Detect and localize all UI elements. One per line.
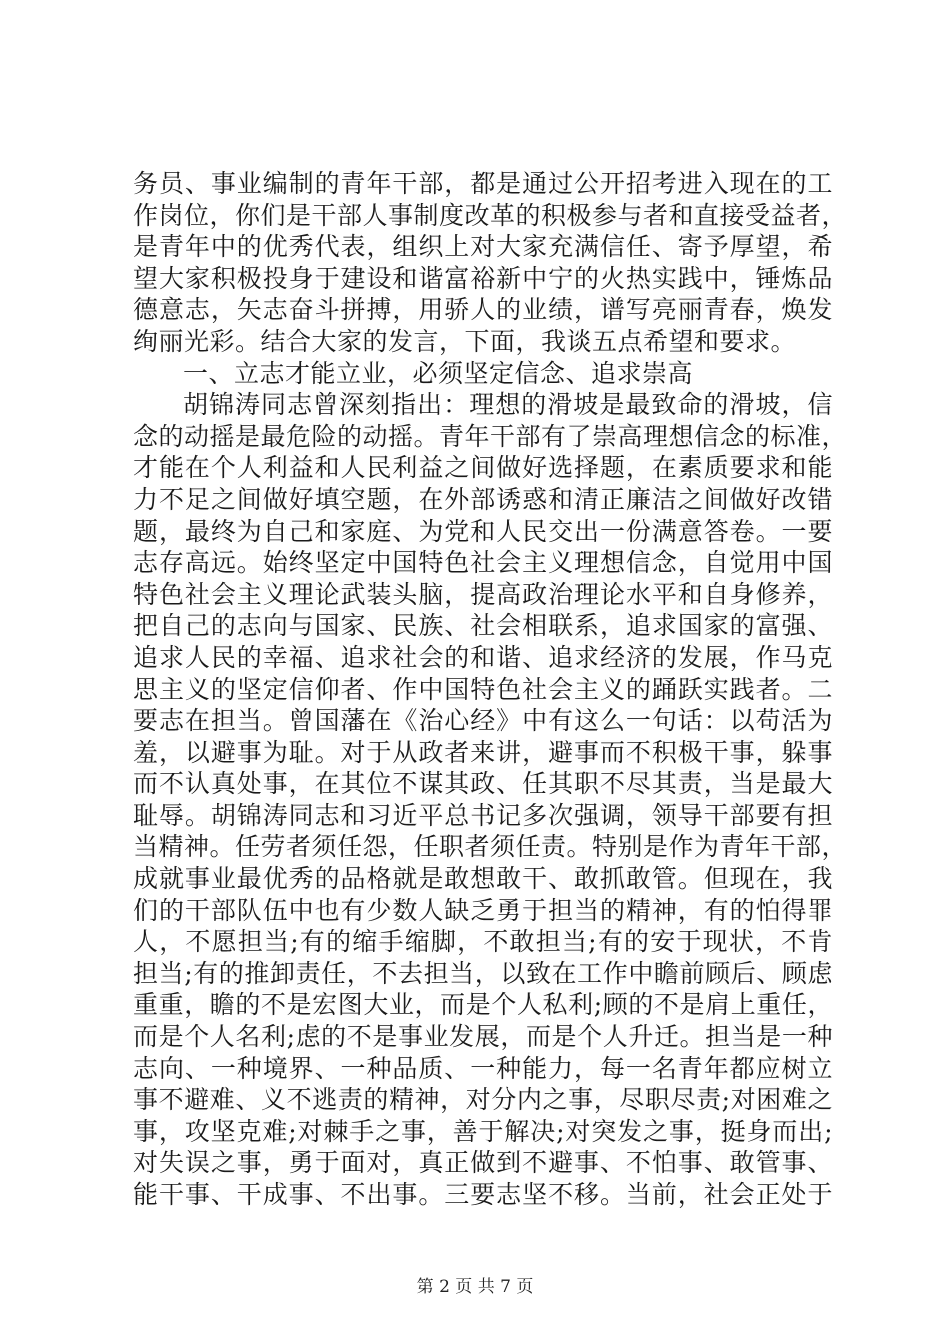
text-line: 务员、事业编制的青年干部，都是通过公开招考进入现在的工 <box>133 169 833 198</box>
text-line: 作岗位，你们是干部人事制度改革的积极参与者和直接受益者， <box>133 200 848 230</box>
text-line: 耻辱。胡锦涛同志和习近平总书记多次强调，领导干部要有担 <box>133 800 833 830</box>
text-line: 们的干部队伍中也有少数人缺乏勇于担当的精神，有的怕得罪 <box>133 895 833 925</box>
text-line: 德意志，矢志奋斗拼搏，用骄人的业绩，谱写亮丽青春，焕发 <box>133 295 833 325</box>
text-line: 是青年中的优秀代表，组织上对大家充满信任、寄予厚望，希 <box>133 232 833 262</box>
page-number-footer: 第 2 页 共 7 页 <box>416 1277 534 1297</box>
text-line: 而是个人名利;虑的不是事业发展，而是个人升迁。担当是一种 <box>133 1022 833 1052</box>
text-line: 才能在个人利益和人民利益之间做好选择题，在素质要求和能 <box>133 453 833 483</box>
text-line: 把自己的志向与国家、民族、社会相联系，追求国家的富强、 <box>133 611 833 641</box>
text-line: 志存高远。始终坚定中国特色社会主义理想信念，自觉用中国 <box>133 548 833 578</box>
text-line: 成就事业最优秀的品格就是敢想敢干、敢抓敢管。但现在，我 <box>133 864 833 894</box>
text-line: 当精神。任劳者须任怨，任职者须任责。特别是作为青年干部， <box>133 832 848 862</box>
text-line: 特色社会主义理论武装头脑，提高政治理论水平和自身修养， <box>133 579 833 609</box>
text-line: 人，不愿担当;有的缩手缩脚，不敢担当;有的安于现状，不肯 <box>133 927 833 957</box>
text-line: 而不认真处事，在其位不谋其政、任其职不尽其责，当是最大 <box>133 769 833 799</box>
text-line: 志向、一种境界、一种品质、一种能力，每一名青年都应树立 <box>133 1053 833 1083</box>
text-line: 要志在担当。曾国藩在《治心经》中有这么一句话：以苟活为 <box>133 706 833 736</box>
text-line: 念的动摇是最危险的动摇。青年干部有了崇高理想信念的标准， <box>133 421 848 451</box>
text-line: 绚丽光彩。结合大家的发言，下面，我谈五点希望和要求。 <box>133 326 797 356</box>
text-line: 力不足之间做好填空题，在外部诱惑和清正廉洁之间做好改错 <box>133 484 833 514</box>
text-line: 羞，以避事为耻。对于从政者来讲，避事而不积极干事，躲事 <box>133 737 833 767</box>
section-heading: 一、立志才能立业，必须坚定信念、追求崇高 <box>183 358 694 388</box>
text-line: 能干事、干成事、不出事。三要志坚不移。当前，社会正处于 <box>133 1180 833 1209</box>
text-line: 事，攻坚克难;对棘手之事，善于解决;对突发之事，挺身而出; <box>133 1116 833 1146</box>
text-line: 题，最终为自己和家庭、为党和人民交出一份满意答卷。一要 <box>133 516 833 546</box>
text-line: 对失误之事，勇于面对，真正做到不避事、不怕事、敢管事、 <box>133 1148 833 1178</box>
text-line: 担当;有的推卸责任，不去担当，以致在工作中瞻前顾后、顾虑 <box>133 958 833 988</box>
text-line: 望大家积极投身于建设和谐富裕新中宁的火热实践中，锤炼品 <box>133 263 833 293</box>
text-line: 重重，瞻的不是宏图大业，而是个人私利;顾的不是肩上重任， <box>133 990 833 1020</box>
text-line: 思主义的坚定信仰者、作中国特色社会主义的踊跃实践者。二 <box>133 674 833 704</box>
text-line: 追求人民的幸福、追求社会的和谐、追求经济的发展，作马克 <box>133 642 833 672</box>
text-line: 事不避难、义不逃责的精神，对分内之事，尽职尽责;对困难之 <box>133 1085 833 1115</box>
document-body <box>133 168 848 1211</box>
paragraph-first-line: 胡锦涛同志曾深刻指出：理想的滑坡是最致命的滑坡，信 <box>183 390 833 420</box>
